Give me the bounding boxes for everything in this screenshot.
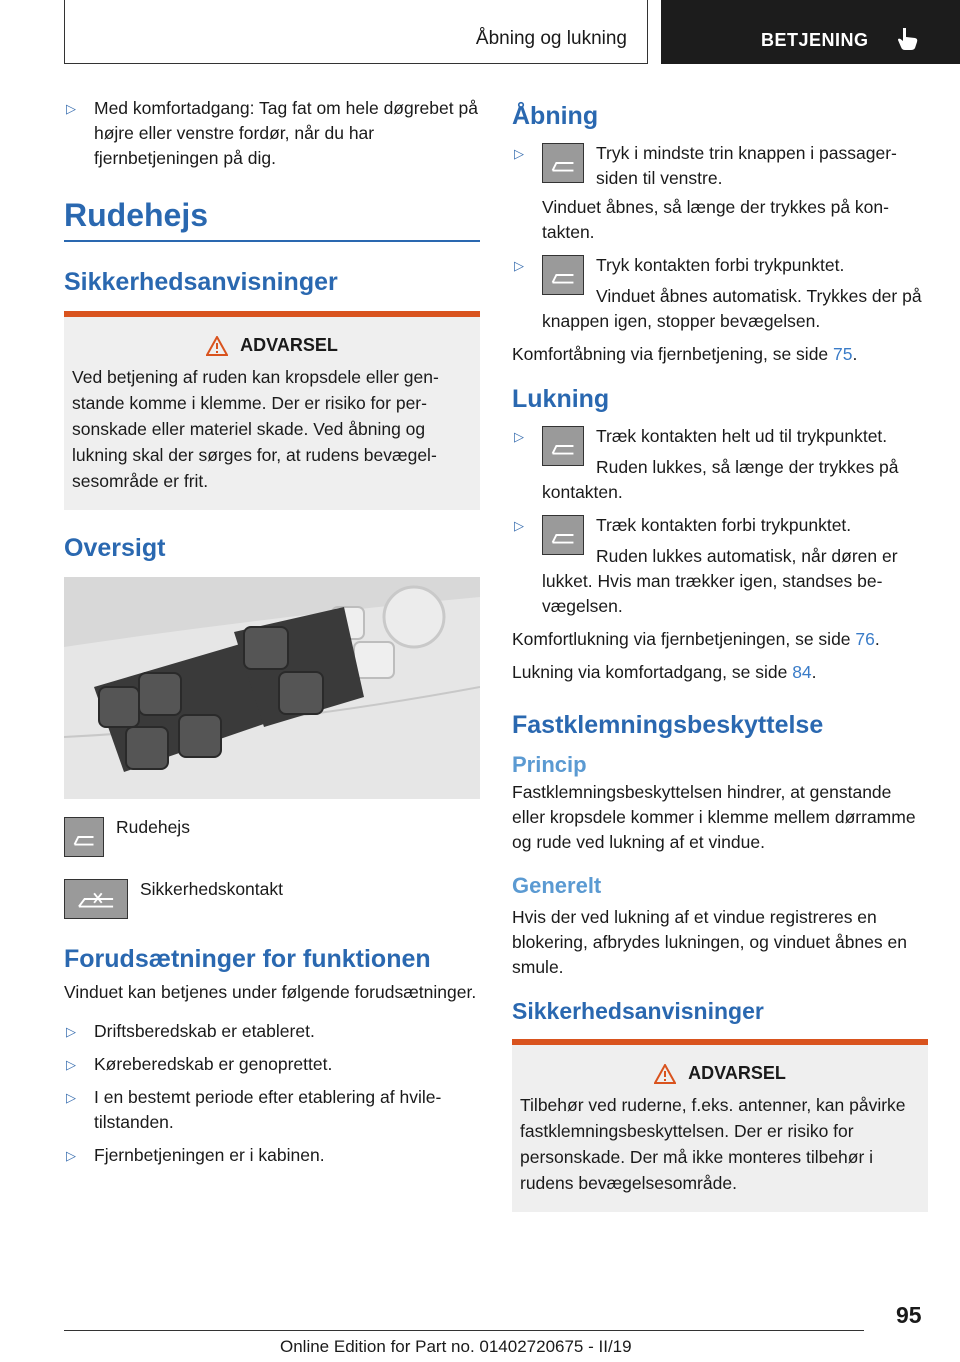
warning-box-2 — [512, 1039, 928, 1212]
comfort-close-page-link[interactable]: 76 — [855, 629, 875, 649]
prereq-title: Forudsætninger for funktionen — [64, 945, 431, 973]
comfort-open-page-link[interactable]: 75 — [833, 344, 853, 364]
safety-title-right: Sikkerhedsanvisninger — [512, 998, 764, 1024]
principle-text: Fastklemningsbeskyttelsen hindrer, at genstande eller kropsdele kommer i klemme mellem dørramme og rude ved lukning af et vindue. — [512, 782, 916, 852]
warning-box-1 — [64, 311, 480, 510]
comfort-access-page-link[interactable]: 84 — [792, 662, 812, 682]
open-item-1-line: Tryk i mindste trin knappen i passagersiden til venstre. — [596, 143, 897, 188]
open-item-1 — [512, 141, 928, 245]
prereq-item-text: Køreberedskab er genoprettet. — [94, 1054, 333, 1074]
close-item-2 — [512, 513, 928, 619]
prereq-item-4 — [64, 1143, 480, 1168]
prereq-text: Vinduet kan betjenes under følgende forudsætninger. — [64, 982, 477, 1002]
window-switch-icon — [542, 426, 584, 466]
comfort-close-label: Komfortlukning via fjernbetjeningen, se side — [512, 629, 851, 649]
close-item-2-line: Træk kontakten forbi trykpunktet. — [596, 515, 852, 535]
header-section-title: Åbning og lukning — [475, 28, 627, 49]
triangle-bullet-icon: ▷ — [66, 1024, 76, 1039]
warning-text: Tilbehør ved ruderne, f.eks. antenner, kan påvirke fastklemningsbeskyttelsen. Der er risiko for personskade. Der må ikke monteres tilbehør i rudens bevægelsesområde. — [520, 1095, 906, 1193]
prereq-item-text: Driftsberedskab er etableret. — [94, 1021, 315, 1041]
legend-row-1 — [64, 817, 480, 879]
window-switch-icon — [542, 255, 584, 295]
general-title: Generelt — [512, 873, 602, 898]
footer-divider — [64, 1330, 864, 1331]
comfort-access-text: Lukning via komfortadgang, se side 84. — [512, 662, 817, 682]
intro-bullet — [64, 96, 480, 171]
close-item-1 — [512, 424, 928, 505]
comfort-access-label: Lukning via komfortadgang, se side — [512, 662, 788, 682]
header-chapter-title: BETJENING — [761, 30, 869, 50]
open-item-2-line: Tryk kontakten forbi trykpunktet. — [596, 255, 845, 275]
left-column — [64, 96, 480, 1176]
triangle-bullet-icon: ▷ — [514, 518, 524, 533]
hand-pointer-icon — [895, 26, 921, 52]
comfort-open-label: Komfortåbning via fjernbetjening, se side — [512, 344, 829, 364]
header-section-box — [64, 0, 648, 64]
window-switch-photo — [64, 577, 480, 799]
warning-label: ADVARSEL — [688, 1063, 786, 1083]
safety-title-left: Sikkerhedsanvisninger — [64, 268, 338, 296]
general-text: Hvis der ved lukning af et vindue registreres en blokering, afbrydes lukningen, og vinduet åbnes en smule. — [512, 907, 907, 977]
warning-label: ADVARSEL — [240, 335, 338, 355]
footer-edition: Online Edition for Part no. 01402720675 - II/19 — [280, 1337, 632, 1356]
close-item-1-line: Træk kontakten helt ud til trykpunktet. — [596, 426, 888, 446]
pinch-title: Fastklemningsbeskyttelse — [512, 711, 824, 739]
header-chapter-box — [661, 0, 960, 64]
open-item-1-follow: Vinduet åbnes, så længe der trykkes på kontakten. — [542, 197, 889, 242]
page-number: 95 — [896, 1302, 922, 1328]
close-item-2-follow: Ruden lukkes automatisk, når døren er lukket. Hvis man trækker igen, standses bevægelsen. — [542, 546, 898, 616]
prereq-item-3 — [64, 1085, 480, 1135]
legend-label-2: Sikkerhedskontakt — [140, 879, 283, 899]
prereq-item-2 — [64, 1052, 480, 1077]
prereq-item-text: Fjernbetjeningen er i kabinen. — [94, 1145, 325, 1165]
intro-bullet-text: Med komfortadgang: Tag fat om hele døgrebet på højre eller venstre fordør, når du har fjernbetjeningen på dig. — [94, 98, 478, 168]
legend-label-1: Rudehejs — [116, 817, 190, 837]
triangle-bullet-icon: ▷ — [66, 1090, 76, 1105]
open-title: Åbning — [512, 102, 599, 130]
chapter-title: Rudehejs — [64, 197, 480, 242]
prereq-item-1 — [64, 1019, 480, 1044]
close-title: Lukning — [512, 385, 610, 413]
window-switch-icon — [542, 143, 584, 183]
triangle-bullet-icon: ▷ — [514, 258, 524, 273]
triangle-bullet-icon: ▷ — [66, 1057, 76, 1072]
window-switch-icon — [542, 515, 584, 555]
open-item-2 — [512, 253, 928, 334]
overview-title: Oversigt — [64, 534, 166, 562]
right-column — [512, 96, 928, 1232]
close-item-1-follow: Ruden lukkes, så længe der trykkes på kontakten. — [542, 457, 899, 502]
open-item-2-follow: Vinduet åbnes automatisk. Trykkes der på knappen igen, stopper bevægelsen. — [542, 286, 922, 331]
window-switch-icon — [64, 817, 104, 857]
triangle-bullet-icon: ▷ — [66, 1148, 76, 1163]
warning-triangle-icon — [206, 336, 228, 356]
triangle-bullet-icon: ▷ — [514, 429, 524, 444]
triangle-bullet-icon: ▷ — [514, 146, 524, 161]
prereq-item-text: I en bestemt periode efter etablering af hviletilstanden. — [94, 1087, 442, 1132]
warning-text: Ved betjening af ruden kan kropsdele eller genstande komme i klemme. Der er risiko for personskade eller materiel skade. Ved åbning og lukning skal der sørges for, at rudens bevægelsesområde er frit. — [72, 367, 439, 491]
comfort-close-text: Komfortlukning via fjernbetjeningen, se side 76. — [512, 629, 880, 649]
legend-row-2 — [64, 879, 480, 941]
safety-switch-icon — [64, 879, 128, 919]
comfort-open-text: Komfortåbning via fjernbetjening, se side 75. — [512, 344, 858, 364]
triangle-bullet-icon: ▷ — [66, 101, 76, 116]
principle-title: Princip — [512, 752, 587, 777]
warning-triangle-icon — [654, 1064, 676, 1084]
